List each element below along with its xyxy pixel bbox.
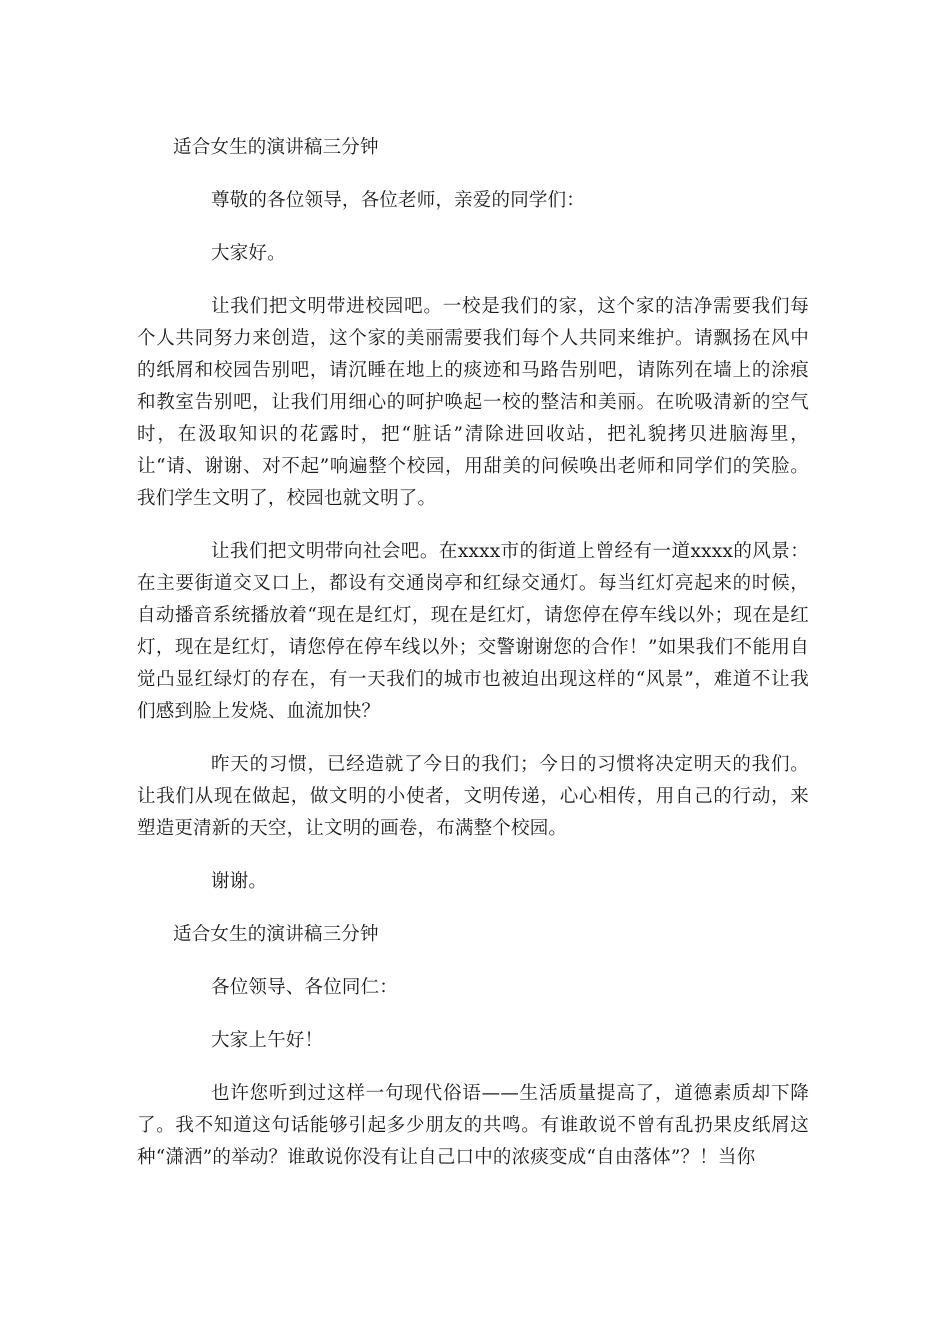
speech1-paragraph-3: 昨天的习惯，已经造就了今日的我们；今日的习惯将决定明天的我们。让我们从现在做起，做文明的小使者，文明传递，心心相传，用自己的行动，来塑造更清新的天空，让文明的画卷，布满整个校园。 [137, 754, 809, 839]
speech1-title: 适合女生的演讲稿三分钟 [173, 137, 379, 158]
speech2-salutation: 各位领导、各位同仁： [211, 977, 399, 998]
document-body [137, 132, 809, 1174]
speech1-greeting: 大家好。 [211, 243, 286, 264]
speech2-title: 适合女生的演讲稿三分钟 [173, 924, 379, 945]
speech1-paragraph-1: 让我们把文明带进校园吧。一校是我们的家，这个家的洁净需要我们每个人共同努力来创造，这个家的美丽需要我们每个人共同来维护。请飘扬在风中的纸屑和校园告别吧，请沉睡在地上的痰迹和马路告别吧，请陈列在墙上的涂痕和教室告别吧，让我们用细心的呵护唤起一校的整洁和美丽。在吮吸清新的空气时，在汲取知识的花露时，把“脏话”清除进回收站，把礼貌拷贝进脑海里，让“请、谢谢、对不起”响遍整个校园，用甜美的问候唤出老师和同学们的笑脸。我们学生文明了，校园也就文明了。 [137, 296, 809, 509]
speech1-closing: 谢谢。 [211, 871, 268, 892]
speech1-salutation: 尊敬的各位领导，各位老师，亲爱的同学们： [211, 190, 586, 211]
speech1-paragraph-2: 让我们把文明带向社会吧。在xxxx市的街道上曾经有一道xxxx的风景：在主要街道交叉口上，都设有交通岗亭和红绿交通灯。每当红灯亮起来的时候，自动播音系统播放着“现在是红灯，现在是红灯，请您停在停车线以外；现在是红灯，现在是红灯，请您停在停车线以外；交警谢谢您的合作！”如果我们不能用自觉凸显红绿灯的存在，有一天我们的城市也被迫出现这样的“风景”，难道不让我们感到脸上发烧、血流加快？ [137, 541, 809, 722]
speech2-greeting: 大家上午好！ [211, 1030, 324, 1051]
speech2-paragraph-1: 也许您听到过这样一句现代俗语——生活质量提高了，道德素质却下降了。我不知道这句话能够引起多少朋友的共鸣。有谁敢说不曾有乱扔果皮纸屑这种“潇洒”的举动？谁敢说你没有让自己口中的浓痰变成“自由落体”？！当你 [137, 1083, 809, 1168]
